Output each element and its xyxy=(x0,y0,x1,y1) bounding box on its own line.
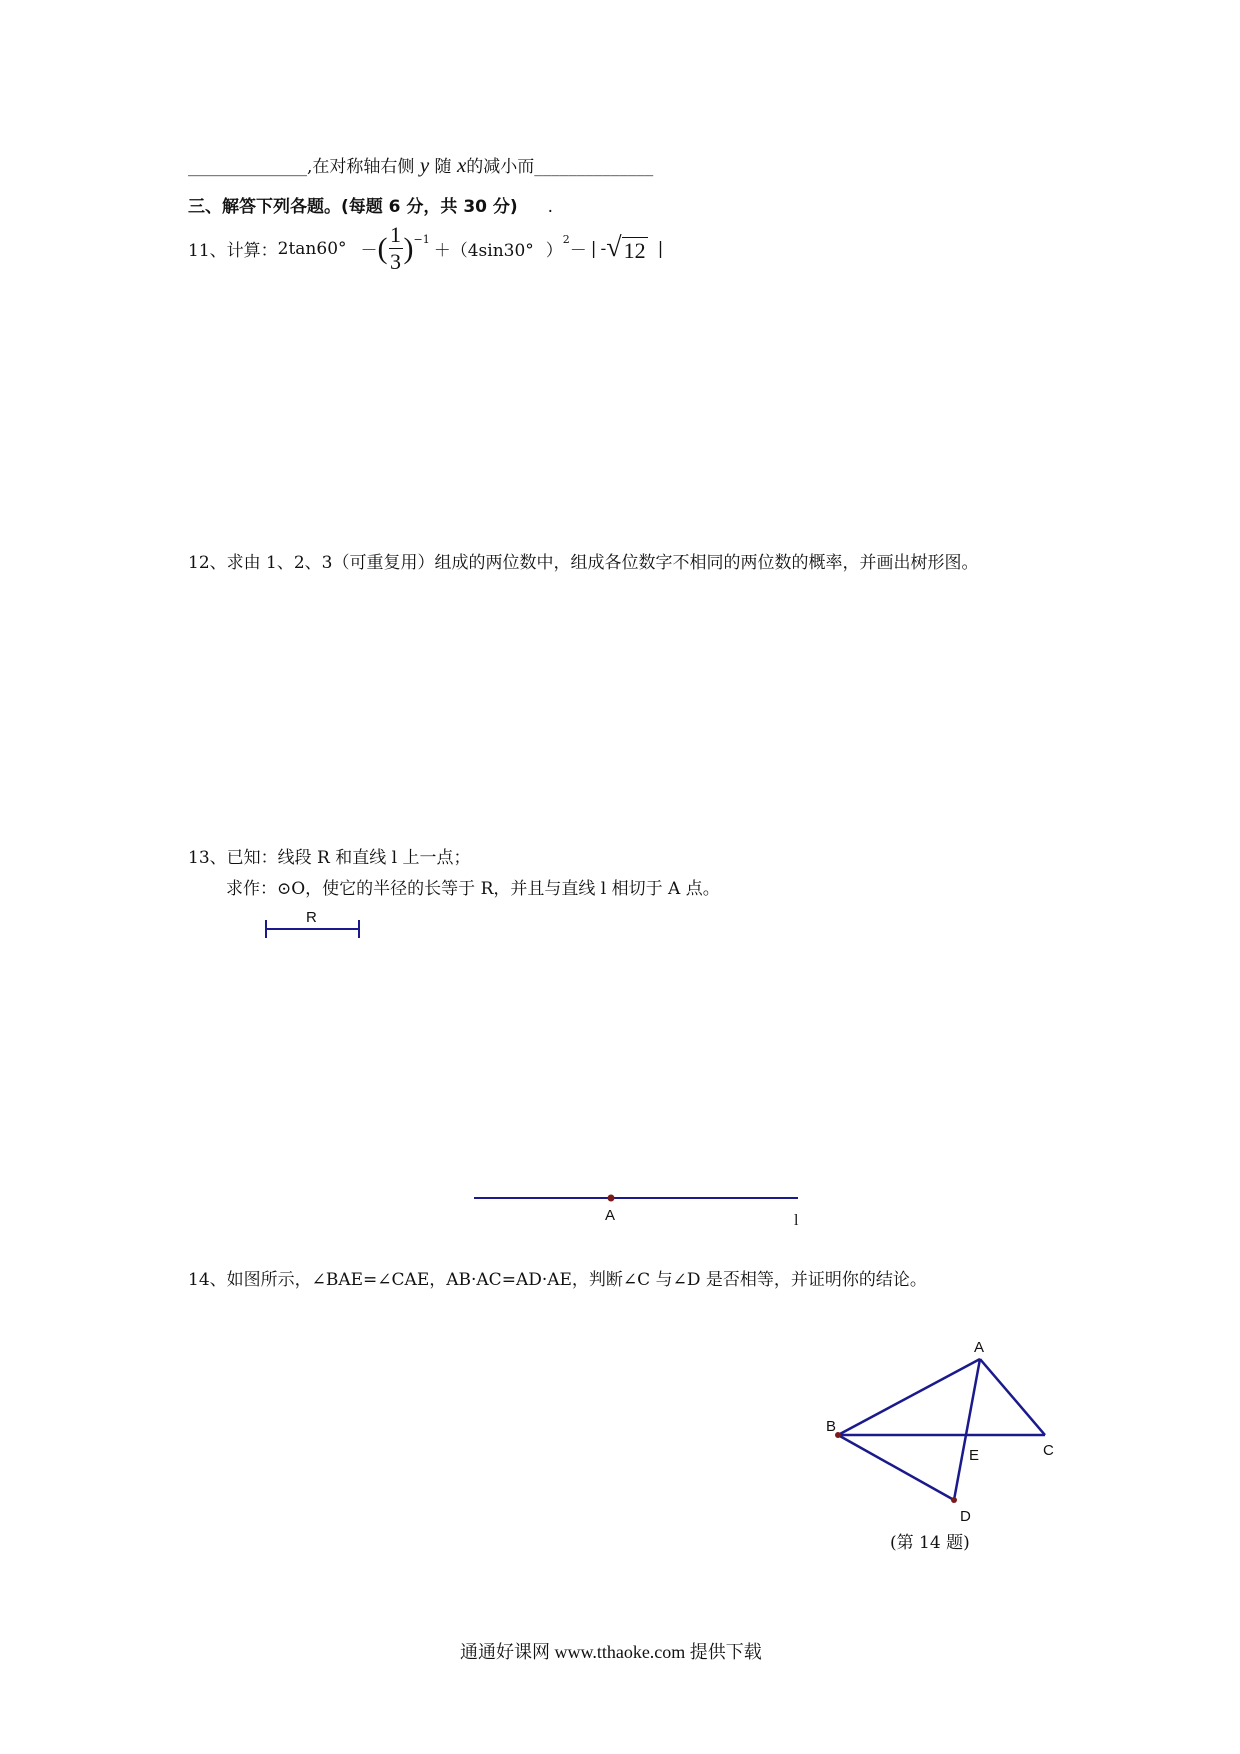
line-l-label: l xyxy=(794,1212,799,1229)
var-y: y xyxy=(419,153,430,177)
q10-tail-line: ______________,在对称轴右侧 y 随 x的减小而______________ xyxy=(188,153,654,177)
page-footer: 通通好课网 www.tthaoke.com 提供下载 xyxy=(460,1642,762,1662)
point-d xyxy=(951,1497,957,1503)
question-13-construct: 求作：⊙O，使它的半径的长等于 R，并且与直线 l 相切于 A 点。 xyxy=(226,879,720,899)
question-11: 11、计算： 2tan60° － ( $\frac{1}{3}$ ) −1 ＋ （4sin30° ） 2 － | - √ 12 | xyxy=(188,222,664,274)
label-a: A xyxy=(974,1339,985,1356)
label-c: C xyxy=(1043,1442,1054,1459)
point-a-label: A xyxy=(605,1207,616,1224)
question-12: 12、求由 1、2、3（可重复用）组成的两位数中，组成各位数字不相同的两位数的概率，并画出树形图。 xyxy=(188,553,979,573)
question-14: 14、如图所示，∠BAE=∠CAE，AB·AC=AD·AE，判断∠C 与∠D 是否相等，并证明你的结论。 xyxy=(188,1270,927,1290)
segment-ad xyxy=(954,1359,980,1500)
label-b: B xyxy=(826,1418,837,1435)
q11-label: 11、计算： xyxy=(188,241,278,261)
sqrt-twelve: √ 12 xyxy=(606,231,646,263)
triangle-figure xyxy=(838,1359,1045,1500)
answer-blank: ______________ xyxy=(534,157,654,177)
label-d: D xyxy=(960,1508,971,1525)
figure-caption: (第 14 题) xyxy=(890,1533,970,1553)
segment-ba xyxy=(838,1359,980,1435)
answer-blank: ______________ xyxy=(188,157,307,177)
fraction-one-third: $\frac{1}{3}$ xyxy=(390,222,402,274)
point-a xyxy=(608,1195,615,1202)
segment-r-label: R xyxy=(306,909,317,926)
line-l-figure xyxy=(474,1195,799,1230)
segment-bd xyxy=(838,1435,954,1500)
segment-ac xyxy=(980,1359,1045,1435)
question-13-given: 13、已知：线段 R 和直线 l 上一点； xyxy=(188,848,471,868)
label-e: E xyxy=(969,1447,980,1464)
section-heading: 三、解答下列各题。(每题 6 分，共 30 分) . xyxy=(188,197,554,217)
var-x: x xyxy=(456,153,467,177)
segment-r-figure xyxy=(266,909,359,938)
